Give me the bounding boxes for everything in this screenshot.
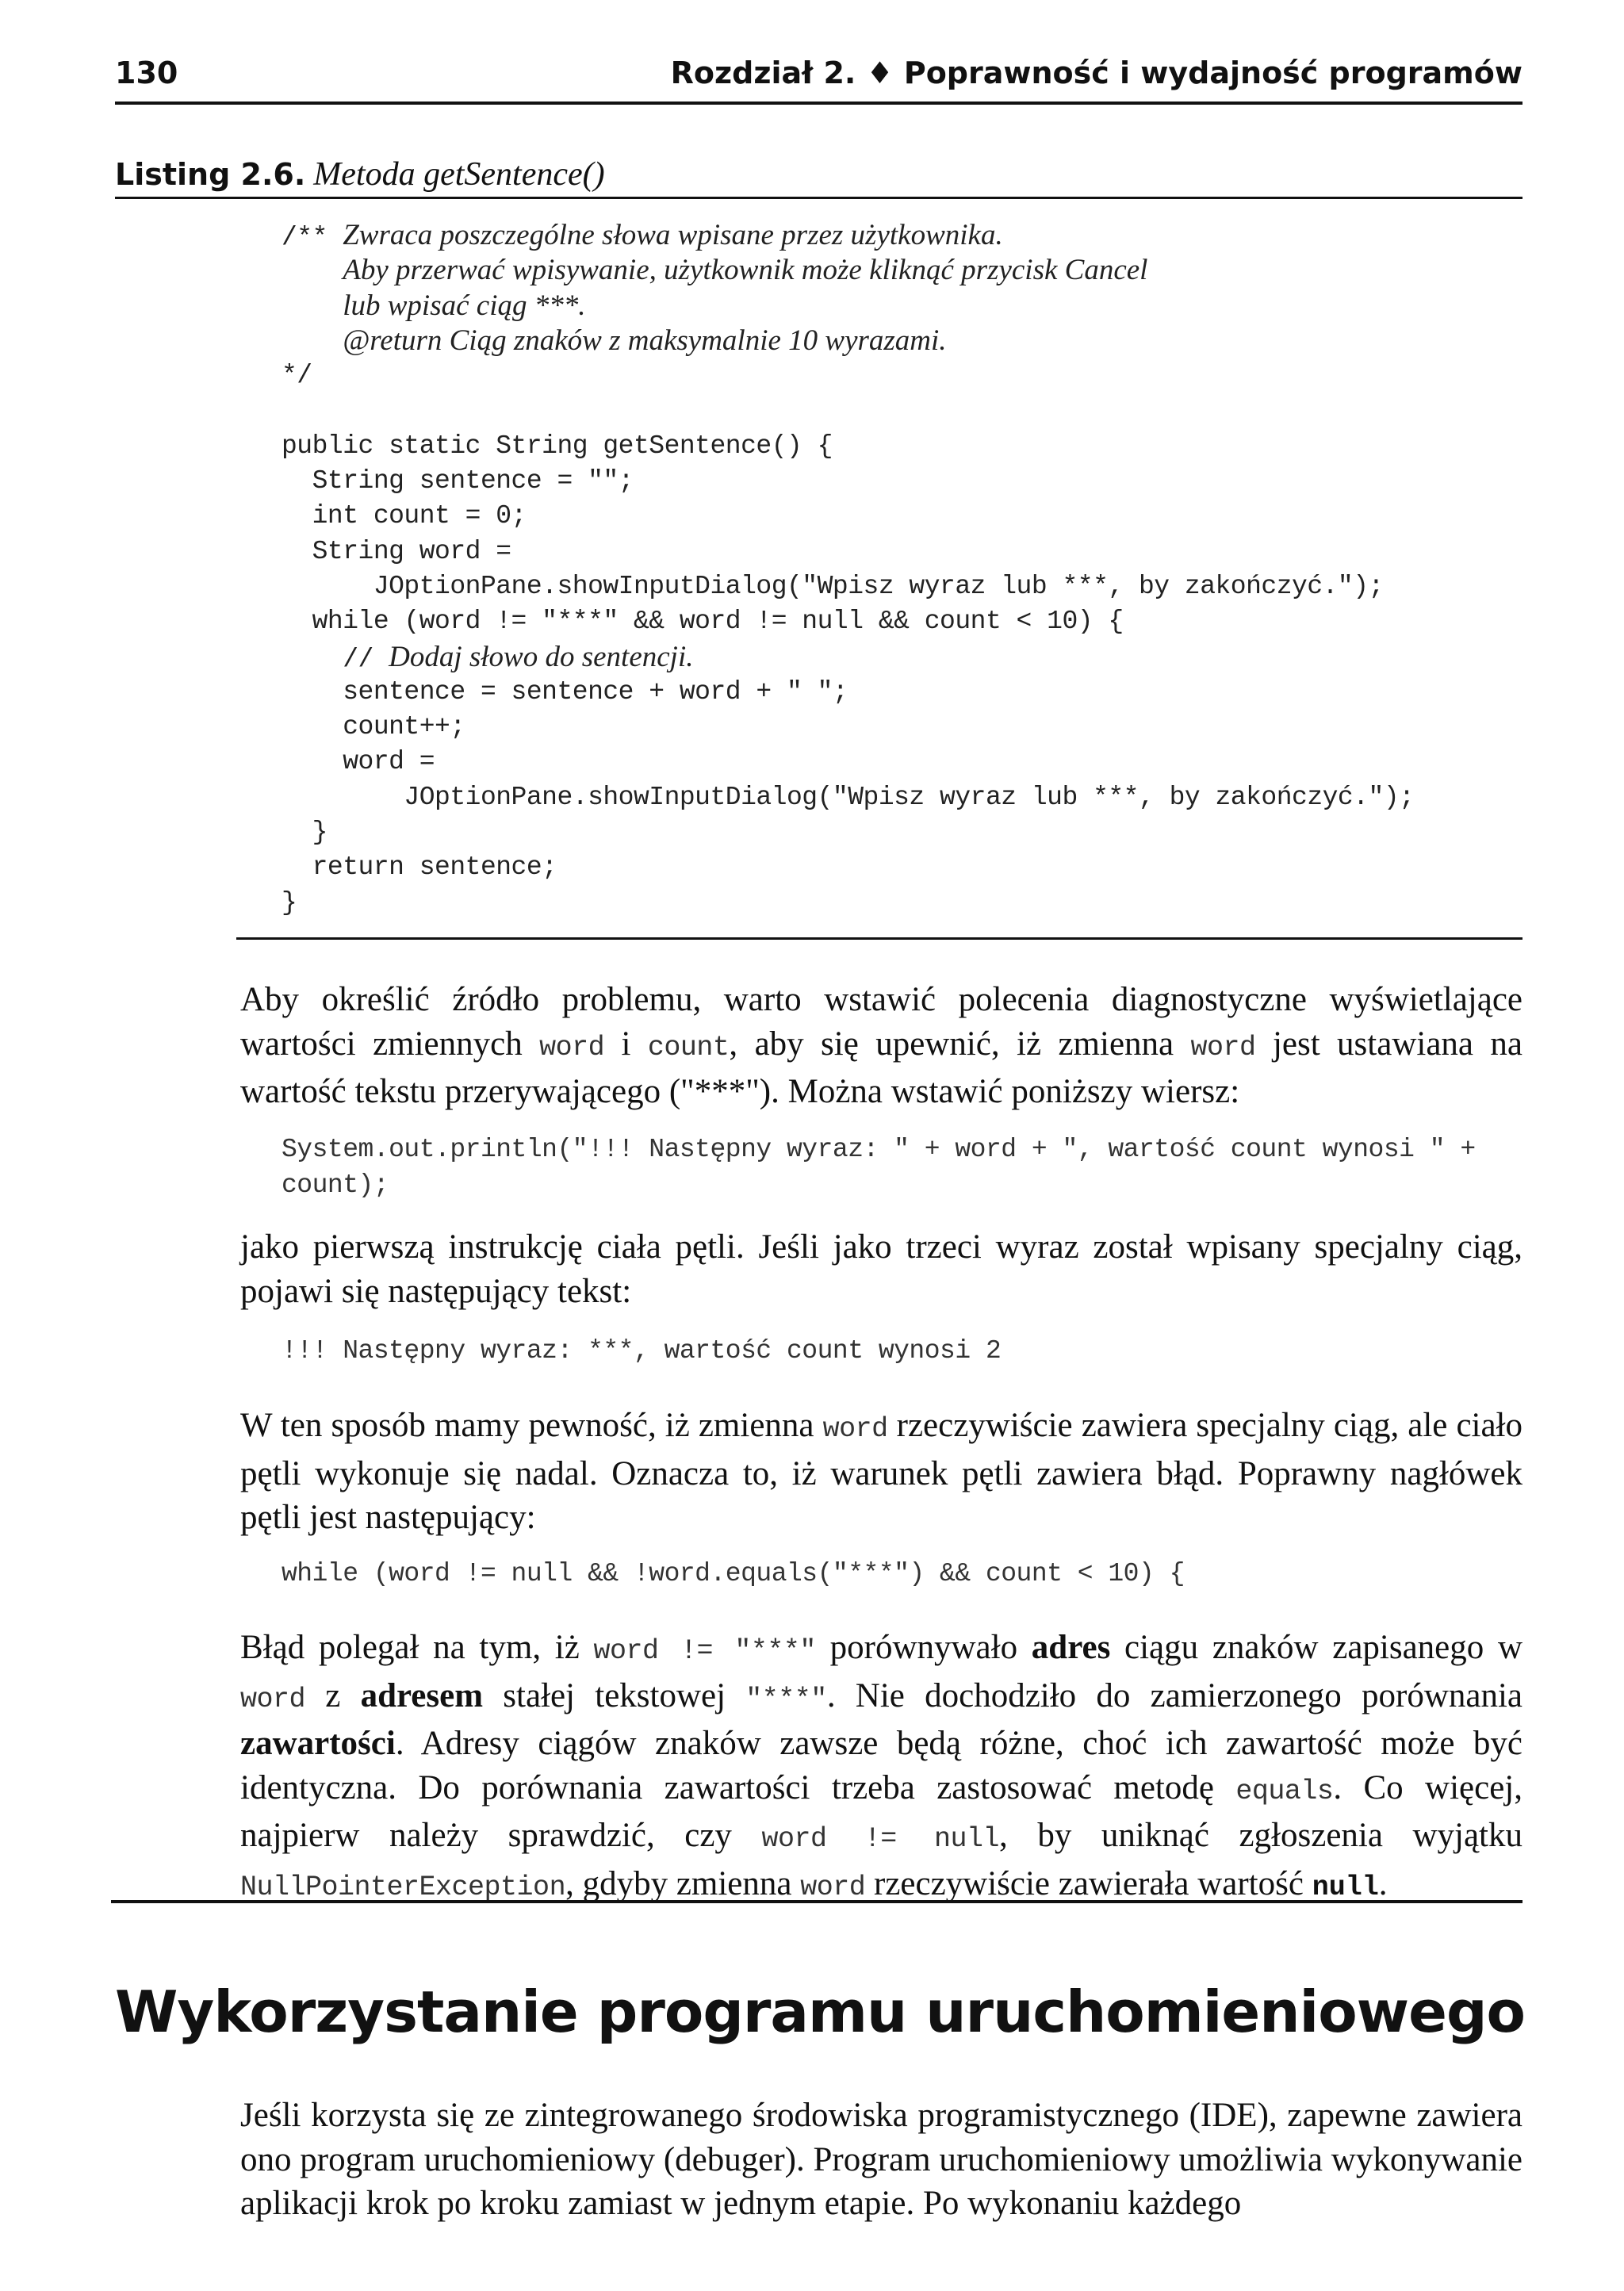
page-number: 130: [115, 56, 178, 90]
paragraph-diagnostics: Aby określić źródło problemu, warto wstawić polecenia diagnostyczne wyświetlające wartości zmiennych word i count, aby się upewnić, iż zmienna word jest ustawiana na wartość tekstu przerywającego ("***"). Można wstawić poniższy wiersz:: [240, 981, 1522, 1110]
code-line: return sentence;: [282, 852, 557, 883]
paragraph-debugger-intro: Jeśli korzysta się ze zintegrowanego środowiska programistycznego (IDE), zapewne zawiera ono program uruchomieniowy (debuger). Program uruchomieniowy umożliwia wykonywanie aplikacji krok po kroku zamiast w jednym etapie. Po wykonaniu każdego: [240, 2097, 1522, 2222]
section-separator: [111, 1900, 1522, 1903]
listing-caption: [115, 155, 1522, 199]
code-line: [282, 324, 1414, 358]
code-line: [282, 289, 1414, 324]
code-line: while (word != "***" && word != null && count < 10) {: [282, 607, 1124, 637]
code-comment: Aby przerwać wpisywanie, użytkownik może kliknąć przycisk Cancel: [343, 254, 1148, 287]
paragraph-certainty: W ten sposób mamy pewność, iż zmienna word rzeczywiście zawiera specjalny ciąg, ale ciało pętli wykonuje się nadal. Oznacza to, iż warunek pętli zawiera błąd. Poprawny nagłówek pętli jest następujący:: [240, 1407, 1523, 1536]
paragraph-first-instruction: jako pierwszą instrukcję ciała pętli. Jeśli jako trzeci wyraz został wpisany specjalny ciąg, pojawi się następujący tekst:: [240, 1228, 1522, 1310]
listing-label: Listing 2.6.: [115, 157, 306, 192]
code-line: count++;: [282, 712, 465, 742]
code-comment: @return Ciąg znaków z maksymalnie 10 wyrazami.: [343, 324, 947, 357]
code-snippet-println-line1: System.out.println("!!! Następny wyraz: " + word + ", wartość count wynosi " +: [282, 1135, 1476, 1164]
paragraph-error-explanation: Błąd polegał na tym, iż word != "***" porównywało adres ciągu znaków zapisanego w word z adresem stałej tekstowej "***". Nie dochodziło do zamierzonego porównania zawartości. Adresy ciągów znaków zawsze będą różne, choć ich zawartość może być identyczna. Do porównania zawartości trzeba zastosować metodę equals. Co więcej, najpierw należy sprawdzić, czy word != null, by uniknąć zgłoszenia wyjątku NullPointerException, gdyby zmienna word rzeczywiście zawierała wartość null.: [240, 1629, 1523, 1903]
code-comment: Zwraca poszczególne słowa wpisane przez użytkownika.: [343, 219, 1003, 251]
page-header: [115, 56, 1522, 105]
code-line: // Dodaj słowo do sentencji.: [282, 640, 694, 674]
code-comment: lub wpisać ciąg ***.: [343, 289, 586, 322]
code-comment: Dodaj słowo do sentencji.: [389, 640, 694, 673]
listing-description: Metoda getSentence(): [313, 156, 605, 193]
code-line: }: [282, 818, 327, 848]
code-line: /** Zwraca poszczególne słowa wpisane przez użytkownika.: [282, 219, 1003, 252]
code-line: }: [282, 887, 297, 918]
code-line: int count = 0;: [282, 501, 527, 531]
code-line: JOptionPane.showInputDialog("Wpisz wyraz lub ***, by zakończyć.");: [282, 571, 1384, 601]
code-line: String sentence = "";: [282, 466, 634, 496]
code-line: */: [282, 361, 312, 391]
code-listing: [282, 218, 1414, 921]
code-snippet-println-line2: count);: [282, 1170, 389, 1200]
code-line: word =: [282, 747, 435, 777]
code-line: String word =: [282, 536, 511, 566]
running-chapter-title: Rozdział 2. ♦ Poprawność i wydajność programów: [670, 56, 1522, 90]
code-snippet-output: !!! Następny wyraz: ***, wartość count wynosi 2: [282, 1336, 1002, 1366]
code-line: [282, 393, 1414, 428]
code-line: sentence = sentence + word + " ";: [282, 676, 848, 707]
code-line: public static String getSentence() {: [282, 431, 833, 461]
code-line: [282, 253, 1414, 288]
code-snippet-while: while (word != null && !word.equals("***") && count < 10) {: [282, 1559, 1185, 1588]
section-heading: Wykorzystanie programu uruchomieniowego: [115, 1979, 1526, 2045]
listing-bottom-rule: [236, 937, 1522, 940]
code-line: JOptionPane.showInputDialog("Wpisz wyraz lub ***, by zakończyć.");: [282, 782, 1415, 812]
